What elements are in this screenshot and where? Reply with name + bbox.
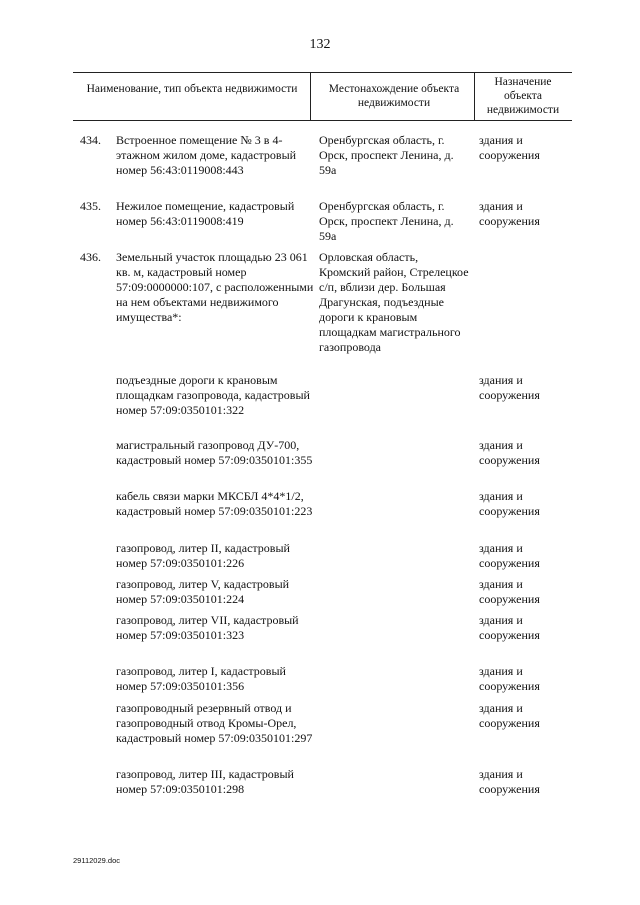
table-row — [0, 250, 640, 373]
table-top-rule — [73, 72, 572, 73]
object-name: газопроводный резервный отвод и газопроводный отвод Кромы-Орел, кадастровый номер 57:09:0350101:297 — [116, 701, 313, 745]
row-number: 434. — [80, 133, 101, 147]
table-row — [0, 613, 640, 664]
header-name-column: Наименование, тип объекта недвижимости — [86, 83, 298, 95]
table-row — [0, 373, 640, 438]
object-location: Оренбургская область, г. Орск, проспект Ленина, д. 59а — [319, 199, 454, 243]
object-purpose: здания и сооружения — [479, 664, 540, 693]
table-row — [0, 577, 640, 613]
table-row — [0, 767, 640, 817]
object-purpose: здания и сооружения — [479, 373, 540, 402]
row-number: 435. — [80, 199, 101, 213]
object-purpose: здания и сооружения — [479, 199, 540, 228]
object-name: газопровод, литер VII, кадастровый номер 57:09:0350101:323 — [116, 613, 299, 642]
object-purpose: здания и сооружения — [479, 701, 540, 730]
object-location: Оренбургская область, г. Орск, проспект Ленина, д. 59а — [319, 133, 454, 177]
object-name: подъездные дороги к крановым площадкам газопровода, кадастровый номер 57:09:0350101:322 — [116, 373, 310, 417]
table-row — [0, 438, 640, 489]
object-purpose: здания и сооружения — [479, 438, 540, 467]
object-name: магистральный газопровод ДУ-700, кадастровый номер 57:09:0350101:355 — [116, 438, 313, 467]
document-code: 29112029.doc — [73, 856, 120, 865]
table-row — [0, 489, 640, 541]
object-name: газопровод, литер I, кадастровый номер 57:09:0350101:356 — [116, 664, 286, 693]
table-row — [0, 664, 640, 701]
object-name: Встроенное помещение № 3 в 4-этажном жилом доме, кадастровый номер 56:43:0119008:443 — [116, 133, 297, 177]
object-name: газопровод, литер V, кадастровый номер 57:09:0350101:224 — [116, 577, 290, 606]
object-purpose: здания и сооружения — [479, 613, 540, 642]
table-row — [0, 133, 640, 199]
object-purpose: здания и сооружения — [479, 489, 540, 518]
object-name: Нежилое помещение, кадастровый номер 56:43:0119008:419 — [116, 199, 295, 228]
object-location: Орловская область, Кромский район, Стрелецкое с/п, вблизи дер. Большая Драгунская, подъездные дороги к крановым площадкам магистрального газопровода — [319, 250, 469, 354]
table-body — [0, 133, 640, 817]
table-row — [0, 199, 640, 250]
object-purpose: здания и сооружения — [479, 133, 540, 162]
page-number: 132 — [309, 37, 331, 52]
object-purpose: здания и сооружения — [479, 541, 540, 570]
column-divider — [310, 73, 311, 120]
table-header-rule — [73, 120, 572, 121]
header-purpose-column: Назначение объекта недвижимости — [486, 76, 560, 116]
object-purpose: здания и сооружения — [479, 767, 540, 796]
object-name: газопровод, литер II, кадастровый номер 57:09:0350101:226 — [116, 541, 290, 570]
table-row — [0, 541, 640, 577]
object-name: газопровод, литер III, кадастровый номер 57:09:0350101:298 — [116, 767, 294, 796]
object-name: кабель связи марки МКСБЛ 4*4*1/2, кадастровый номер 57:09:0350101:223 — [116, 489, 313, 518]
object-name: Земельный участок площадью 23 061 кв. м, кадастровый номер 57:09:0000000:107, с расположенными на нем объектами недвижимого имущества*: — [116, 250, 314, 324]
row-number: 436. — [80, 250, 101, 264]
object-purpose: здания и сооружения — [479, 577, 540, 606]
header-location-column: Местонахождение объекта недвижимости — [328, 83, 460, 109]
table-row — [0, 701, 640, 767]
